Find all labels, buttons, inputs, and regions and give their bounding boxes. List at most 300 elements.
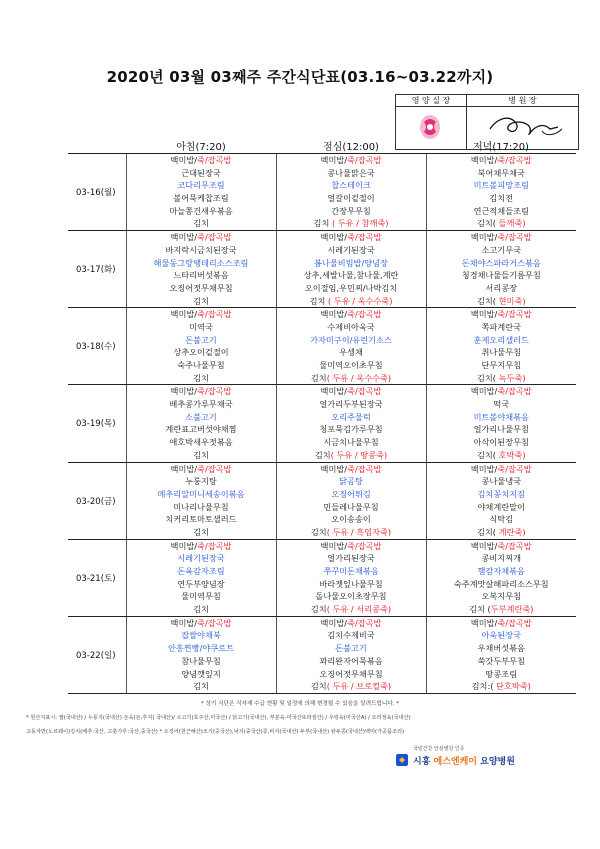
menu-item: [277, 257, 426, 270]
menu-day-row: [68, 154, 576, 231]
menu-item-text: 오징어튀김: [331, 488, 371, 499]
menu-cell-breakfast: [126, 154, 276, 231]
menu-item-text: 죽/잡곡밥: [197, 232, 232, 243]
menu-item-text: 김치: [193, 372, 209, 383]
menu-item: [127, 629, 276, 642]
menu-item-text: 김치: [193, 218, 209, 229]
menu-item-text: 김치: [310, 681, 327, 692]
menu-item-text: 안흥찐빵/야쿠르트: [167, 643, 235, 654]
menu-item: [277, 617, 426, 630]
menu-item: [427, 334, 577, 347]
menu-item-text: 꽈리완자어묵볶음: [319, 655, 383, 666]
menu-item-text: 바지락시금치된장국: [165, 244, 237, 255]
header-dinner: 저녁(17:20): [426, 137, 576, 154]
menu-item: [427, 192, 577, 205]
menu-item: [277, 603, 426, 616]
menu-item: [427, 590, 577, 603]
menu-item: [127, 359, 276, 372]
menu-item-text: 김치: [310, 372, 327, 383]
menu-item: [277, 578, 426, 591]
menu-item-text: 백미밥/: [320, 309, 348, 320]
approval-col-nutritionist: 영 양 실 장: [396, 95, 467, 107]
menu-item-text: 얼갈이겉절이: [327, 193, 375, 204]
menu-item-text: 김치(: [476, 372, 496, 383]
menu-item: [127, 282, 276, 295]
menu-item: [127, 668, 276, 681]
menu-item-text: 민들레나물무침: [323, 501, 379, 512]
menu-item-text: 죽/잡곡밥: [197, 540, 232, 551]
menu-item-text: 김치: [313, 218, 332, 229]
menu-item-text: 김치(: [476, 449, 496, 460]
menu-item-text: 죽/잡곡밥: [347, 386, 382, 397]
menu-item-text: 김치: [193, 295, 209, 306]
menu-cell-lunch: [276, 154, 426, 231]
menu-cell-lunch: [276, 462, 426, 539]
menu-item: [127, 475, 276, 488]
menu-item: [277, 244, 426, 257]
menu-item: [277, 192, 426, 205]
hospital-name-brand: 에스엔케이: [433, 757, 478, 767]
menu-item: [277, 501, 426, 514]
menu-item-text: 숙주계맛살해파리소스무침: [453, 578, 549, 589]
menu-item-text: 연근적채들조림: [473, 205, 529, 216]
menu-item: [127, 346, 276, 359]
menu-item-text: 백미밥/: [170, 309, 198, 320]
menu-item-text: 서리콩장: [485, 282, 518, 293]
menu-item-text: 쭈꾸미돈채볶음: [323, 566, 379, 576]
menu-item: [277, 334, 426, 347]
menu-item: [427, 513, 577, 526]
menu-item: [127, 205, 276, 218]
menu-item: [127, 269, 276, 282]
menu-item-text: 죽/잡곡밥: [197, 617, 232, 628]
menu-item-text: 미역국: [189, 321, 213, 332]
menu-item-text: 미트볼피망조림: [473, 180, 529, 191]
menu-item: [427, 526, 577, 539]
menu-item-text: 김치전: [489, 193, 514, 204]
menu-item-text: 쪽파계란국: [481, 321, 522, 332]
menu-item: [427, 359, 577, 372]
menu-item-text: 잡쌀야채북: [181, 630, 221, 641]
menu-item: [277, 346, 426, 359]
menu-cell-dinner: [426, 539, 576, 616]
menu-item-text: 청경채나물들기름무침: [461, 270, 541, 281]
hospital-name-city: 시흥: [413, 757, 434, 767]
menu-item-text: 죽/잡곡밥: [197, 309, 232, 320]
menu-item-text: 김치수제비국: [327, 630, 375, 641]
menu-item-text: 돈불고기: [335, 643, 367, 654]
menu-item: [277, 282, 426, 295]
menu-day-row: [68, 231, 576, 308]
menu-item: [277, 179, 426, 192]
menu-item-text: 물미역오이초무침: [319, 360, 383, 370]
menu-item: [127, 321, 276, 334]
menu-item-text: 김치: [310, 526, 327, 537]
menu-item-text: 찹스테이크: [331, 180, 371, 191]
hospital-name: [413, 754, 515, 767]
menu-item-text: 백미밥/: [170, 463, 198, 474]
menu-item: [427, 282, 577, 295]
menu-item-text: 백미밥/: [470, 232, 498, 243]
menu-date: 03-17(화): [68, 231, 126, 308]
menu-item: [127, 526, 276, 539]
menu-item-text: 죽/잡곡밥: [197, 386, 232, 397]
menu-item: [427, 655, 577, 668]
menu-item-text: 김치꽁치지짐: [477, 488, 525, 499]
menu-item: [127, 423, 276, 436]
menu-cell-breakfast: [126, 616, 276, 693]
menu-item: [127, 436, 276, 449]
menu-item: [427, 257, 577, 270]
menu-item-text: 김치: [193, 604, 209, 615]
menu-item: [277, 475, 426, 488]
menu-item-text: 수제비아욱국: [327, 321, 375, 332]
menu-item-text: 백미밥/: [320, 463, 348, 474]
menu-item: [277, 552, 426, 565]
menu-date: 03-16(월): [68, 154, 126, 231]
menu-item: [277, 205, 426, 218]
menu-item-text: 죽/잡곡밥: [347, 463, 382, 474]
menu-item-text: 백미밥/: [320, 155, 348, 165]
menu-item-text: ( 두유 / 브로컬죽): [326, 681, 392, 692]
menu-item: [427, 436, 577, 449]
menu-item-text: 죽/잡곡밥: [497, 309, 532, 320]
menu-item: [277, 269, 426, 282]
menu-item-text: 간장무무침: [331, 205, 371, 216]
menu-item: [127, 308, 276, 321]
menu-item: [427, 321, 577, 334]
menu-item: [277, 231, 426, 244]
menu-item: [277, 295, 426, 308]
menu-item-text: 메추리알미니세송이볶음: [157, 488, 245, 499]
menu-cell-dinner: [426, 308, 576, 385]
menu-cell-lunch: [276, 385, 426, 462]
menu-item: [127, 192, 276, 205]
menu-cell-lunch: [276, 308, 426, 385]
menu-item-text: 근대된장국: [181, 167, 221, 178]
menu-item: [277, 423, 426, 436]
menu-item: [427, 552, 577, 565]
menu-item: [127, 590, 276, 603]
menu-item: [127, 513, 276, 526]
header-lunch: 점심(12:00): [276, 137, 426, 154]
menu-item: [277, 590, 426, 603]
menu-item-text: 백미밥/: [320, 540, 348, 551]
menu-item: [127, 540, 276, 553]
menu-day-row: [68, 308, 576, 385]
menu-item-text: 죽/잡곡밥: [347, 155, 382, 165]
menu-item-text: 상추오이겉절이: [173, 347, 229, 358]
menu-item: [427, 346, 577, 359]
menu-item-text: 우채버섯볶음: [477, 643, 525, 654]
menu-item: [427, 308, 577, 321]
menu-item: [427, 540, 577, 553]
menu-item-text: 호박죽): [495, 449, 526, 460]
menu-item: [277, 321, 426, 334]
menu-item-text: 볼어묵케찹조림: [173, 193, 229, 204]
menu-item: [127, 488, 276, 501]
menu-day-row: [68, 539, 576, 616]
menu-date: 03-22(일): [68, 616, 126, 693]
menu-item-text: 죽/잡곡밥: [497, 540, 532, 551]
menu-item: [427, 501, 577, 514]
menu-item-text: 죽/잡곡밥: [197, 155, 232, 165]
menu-item-text: 돈불고기: [185, 334, 217, 345]
menu-item: [427, 578, 577, 591]
menu-item-text: 돈채야스파라거스볶음: [461, 257, 541, 268]
menu-item-text: 죽/잡곡밥: [347, 232, 382, 243]
menu-item-text: 청포묵김가루무침: [319, 424, 383, 435]
menu-item: [427, 385, 577, 398]
menu-item-text: 백미밥/: [170, 232, 198, 243]
menu-item-text: 콩나물맑은국: [327, 167, 375, 178]
menu-item: [127, 501, 276, 514]
menu-item: [427, 475, 577, 488]
menu-date: 03-21(토): [68, 539, 126, 616]
menu-item-text: 김치 (: [469, 604, 491, 615]
menu-item-text: 백미밥/: [170, 386, 198, 397]
menu-item: [427, 372, 577, 385]
menu-item: [127, 334, 276, 347]
menu-item: [427, 565, 577, 578]
menu-item-text: 김치: [310, 604, 327, 615]
menu-item: [427, 411, 577, 424]
menu-cell-dinner: [426, 616, 576, 693]
menu-item: [427, 167, 577, 180]
menu-item-text: 가자미구이/유린기소스: [310, 334, 392, 345]
menu-item-text: 돌나물오이초장무침: [315, 591, 387, 602]
menu-item-text: 바라젯잎나물무침: [319, 578, 383, 589]
menu-item: [127, 179, 276, 192]
hospital-logo: [395, 745, 575, 773]
menu-item-text: 애호박새우젓볶음: [169, 437, 233, 448]
menu-item-text: 죽/잡곡밥: [347, 309, 382, 320]
menu-cell-lunch: [276, 231, 426, 308]
menu-cell-lunch: [276, 616, 426, 693]
menu-item-text: 양념깻잎지: [181, 668, 221, 679]
menu-item: [427, 295, 577, 308]
menu-item-text: 아욱된장국: [481, 630, 522, 641]
menu-item: [427, 269, 577, 282]
menu-item: [277, 488, 426, 501]
menu-item: [127, 642, 276, 655]
menu-item-text: 느타리버섯볶음: [173, 270, 229, 281]
menu-item: [427, 668, 577, 681]
menu-item-text: 백미밥/: [470, 155, 498, 165]
menu-item-text: 봄나물비빔밥/양념장: [314, 257, 388, 268]
menu-item-text: 죽/잡곡밥: [347, 540, 382, 551]
menu-item-text: 김치: [309, 295, 328, 306]
menu-item-text: 닭곰탕: [339, 476, 363, 487]
origin-label-line1: * 원산지표시: 쌀(국내산) / 누룽지(국내산) 돈육(돈,후지( 국내산)/ 소고기(호주산,미국산) / 닭고기(국내산), 부분육-미국산또라질산) / 우렁육(미국산A) / 오리정육(국내산): [26, 715, 411, 721]
menu-cell-breakfast: [126, 385, 276, 462]
menu-item-text: 코다리무조림: [177, 180, 225, 191]
menu-item-text: 오이송송이: [331, 514, 371, 525]
menu-item-text: ( 두유 / 땅콩죽): [330, 449, 388, 460]
menu-item: [127, 680, 276, 693]
menu-item: [127, 244, 276, 257]
menu-item-text: 쑥갓두부무침: [477, 655, 525, 666]
menu-item: [277, 680, 426, 693]
menu-item-text: 시금치나물무침: [323, 437, 379, 448]
menu-item-text: 떡국: [493, 399, 510, 410]
menu-item-text: 물미역무침: [181, 591, 221, 602]
menu-item: [277, 154, 426, 167]
menu-item-text: 죽/잡곡밥: [497, 232, 532, 243]
menu-item: [127, 295, 276, 308]
menu-item-text: 배추콩가루무채국: [169, 399, 233, 410]
menu-item-text: 콩나물냉국: [481, 476, 522, 487]
menu-item-text: 소불고기: [185, 411, 217, 422]
menu-item-text: 식탁김: [489, 514, 514, 525]
menu-item-text: 돈육감자조림: [177, 566, 225, 576]
menu-cell-dinner: [426, 385, 576, 462]
menu-day-row: [68, 462, 576, 539]
menu-item: [127, 578, 276, 591]
menu-item: [127, 398, 276, 411]
menu-date: 03-19(목): [68, 385, 126, 462]
approval-col-director: 병 원 장: [467, 95, 578, 107]
menu-item: [427, 154, 577, 167]
menu-item: [427, 398, 577, 411]
menu-item: [277, 540, 426, 553]
menu-item-text: 단무지무침: [481, 360, 522, 370]
hospital-name-type: 요양병원: [477, 757, 515, 767]
menu-item: [277, 565, 426, 578]
menu-item: [277, 359, 426, 372]
menu-cell-dinner: [426, 462, 576, 539]
header-date: [68, 137, 126, 154]
menu-item: [277, 513, 426, 526]
menu-item-text: 현미죽): [495, 295, 526, 306]
menu-item-text: 땅콩조림: [485, 668, 518, 679]
menu-item-text: 김치(: [476, 218, 496, 229]
menu-item-text: 백미밥/: [320, 232, 348, 243]
menu-cell-breakfast: [126, 231, 276, 308]
header-breakfast: 아침(7:20): [126, 137, 276, 154]
menu-item-text: 백미밥/: [170, 155, 198, 165]
menu-item-text: 아삭이된장무침: [473, 437, 529, 448]
menu-item: [127, 463, 276, 476]
menu-item: [277, 398, 426, 411]
menu-cell-breakfast: [126, 308, 276, 385]
menu-item: [277, 642, 426, 655]
menu-item: [127, 154, 276, 167]
menu-item-text: 들깨죽): [495, 218, 526, 229]
menu-item-text: 백미밥/: [470, 386, 498, 397]
menu-item-text: 연두부양념장: [177, 578, 225, 589]
menu-item: [427, 231, 577, 244]
menu-item-text: ( 두유 / 옥수수죽): [326, 372, 392, 383]
menu-item: [427, 463, 577, 476]
weekly-menu-table: [68, 137, 576, 694]
menu-item: [427, 179, 577, 192]
menu-item: [427, 217, 577, 230]
menu-item-text: 백미밥/: [320, 617, 348, 628]
menu-day-row: [68, 385, 576, 462]
menu-item-text: 소고기무국: [481, 244, 522, 255]
menu-cell-dinner: [426, 231, 576, 308]
menu-item-text: 치커리토마토샐러드: [165, 514, 237, 525]
menu-item: [277, 449, 426, 462]
menu-item-text: 훈제오리샐러드: [473, 334, 529, 345]
menu-item: [427, 629, 577, 642]
menu-cell-breakfast: [126, 539, 276, 616]
menu-item: [427, 617, 577, 630]
menu-item: [277, 385, 426, 398]
menu-item-text: 콩비지찌개: [481, 553, 522, 564]
menu-item-text: 죽/잡곡밥: [347, 617, 382, 628]
menu-item: [427, 680, 577, 693]
menu-date: 03-20(금): [68, 462, 126, 539]
menu-item-text: ( 두유 / 옥수수죽): [328, 295, 393, 306]
menu-item-text: 오이절임,우민찌/나박김치: [304, 282, 398, 293]
menu-item-text: 김치: [193, 449, 209, 460]
menu-item-text: 죽/잡곡밥: [197, 463, 232, 474]
menu-item: [127, 565, 276, 578]
menu-item-text: 김치: [314, 449, 331, 460]
menu-item-text: 백미밥/: [470, 463, 498, 474]
origin-label-line2: 고동자반(노르웨이)김치(배추:국산, 고춧가루:국산,중국산) * 오징어(원근해산)조기(중국산),낙지(중국산)콩,비지(국내산) 두부(국내산) 완두콩(국내산)백미(가공품조리): [26, 729, 405, 735]
menu-item: [427, 244, 577, 257]
menu-item-text: ( 두유 / 참깨죽): [331, 218, 389, 229]
menu-item: [277, 436, 426, 449]
menu-item-text: 계란죽): [495, 526, 526, 537]
menu-item-text: 오리주물럭: [331, 411, 371, 422]
menu-item: [277, 655, 426, 668]
menu-item-text: 단호박죽): [493, 681, 531, 692]
menu-item: [427, 642, 577, 655]
menu-day-row: [68, 616, 576, 693]
menu-item-text: 백미밥/: [470, 617, 498, 628]
menu-change-note: * 상기 식단은 식자재 수급 현황 및 일정에 의해 변경될 수 있음을 알려드립니다. *: [201, 701, 399, 707]
menu-item: [127, 411, 276, 424]
menu-date: 03-18(수): [68, 308, 126, 385]
menu-item-text: 미나리나물무침: [173, 501, 229, 512]
menu-item-text: 김치: [193, 681, 209, 692]
menu-item: [277, 167, 426, 180]
menu-item: [127, 217, 276, 230]
menu-item: [277, 372, 426, 385]
menu-item-text: 마늘쫑건새우볶음: [169, 205, 233, 216]
menu-item-text: 누룽지탕: [185, 476, 217, 487]
menu-item-text: ( 두유 / 흑임자죽): [326, 526, 392, 537]
hospital-logo-icon: [395, 753, 409, 767]
menu-item-text: 두부계란죽): [490, 604, 534, 615]
menu-item-text: 얼가리나물무침: [473, 424, 529, 435]
menu-item-text: 상추,세발나물,참나물,계란: [303, 270, 399, 281]
menu-item: [127, 655, 276, 668]
menu-item-text: 얼가리두부된장국: [319, 399, 383, 410]
menu-header-row: [68, 137, 576, 154]
menu-item-text: 해물동그랑땡데리소스조림: [153, 257, 249, 268]
menu-cell-lunch: [276, 539, 426, 616]
menu-item: [127, 385, 276, 398]
menu-item-text: 김치:(: [471, 681, 494, 692]
menu-item-text: 북어채무채국: [477, 167, 525, 178]
menu-item: [127, 231, 276, 244]
menu-item-text: ( 두유 / 서리콩죽): [326, 604, 392, 615]
menu-item: [127, 603, 276, 616]
menu-item-text: 숙주나물무침: [177, 360, 225, 370]
menu-item: [427, 205, 577, 218]
menu-item-text: 죽/잡곡밥: [497, 155, 532, 165]
menu-item: [127, 257, 276, 270]
menu-item: [127, 617, 276, 630]
menu-item-text: 백미밥/: [470, 309, 498, 320]
menu-item-text: 오복지무침: [481, 591, 522, 602]
menu-item: [127, 372, 276, 385]
